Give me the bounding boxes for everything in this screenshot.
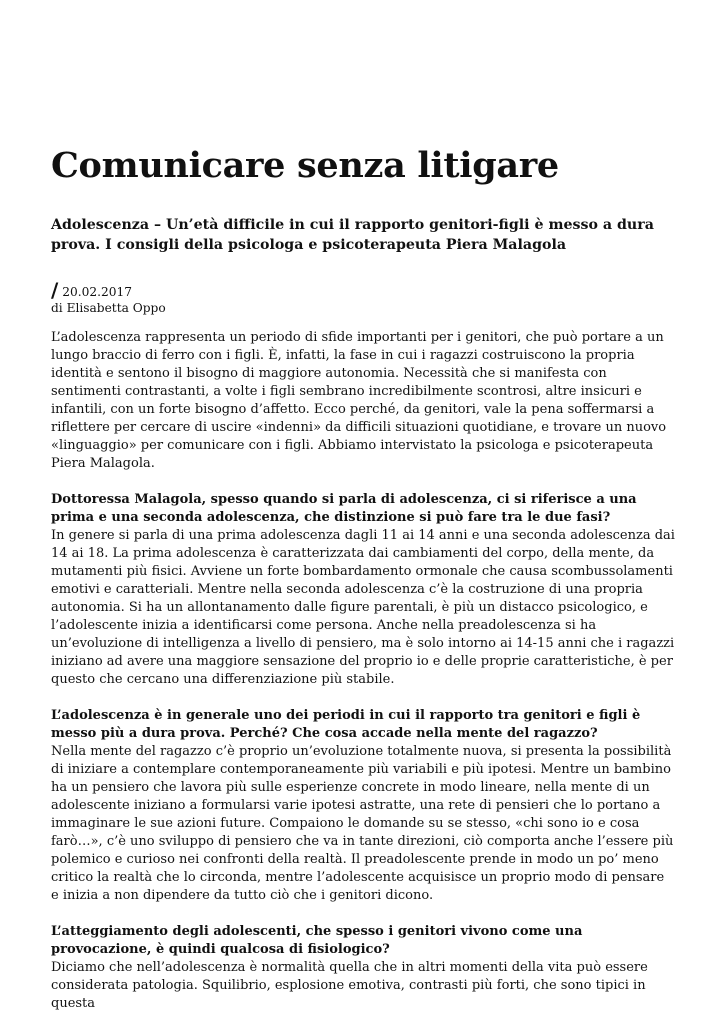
interview-answer: Diciamo che nell’adolescenza è normalità quella che in altri momenti della vita può essere considerata patologia. Squilibrio, esplosione emotiva, contrasti più forti, che sono tipici in questa bbox=[51, 960, 648, 1011]
article-author: di Elisabetta Oppo bbox=[51, 301, 166, 315]
article bbox=[51, 140, 676, 1031]
interview-question: L’atteggiamento degli adolescenti, che spesso i genitori vivono come una provocazione, è quindi qualcosa di fisiologico? bbox=[51, 924, 583, 957]
qa-block bbox=[51, 923, 676, 1013]
qa-block bbox=[51, 491, 676, 689]
interview-question: Dottoressa Malagola, spesso quando si parla di adolescenza, ci si riferisce a una prima e una seconda adolescenza, che distinzione si può fare tra le due fasi? bbox=[51, 492, 637, 525]
article-body bbox=[51, 329, 676, 1013]
date-separator: / bbox=[51, 278, 59, 302]
article-meta bbox=[51, 278, 676, 316]
article-date: 20.02.2017 bbox=[62, 285, 132, 299]
intro-paragraph: L’adolescenza rappresenta un periodo di sfide importanti per i genitori, che può portare a un lungo braccio di ferro con i figli. È, infatti, la fase in cui i ragazzi costruiscono la propria identità e sentono il bisogno di maggiore autonomia. Necessità che si manifesta con sentimenti contrastanti, a volte i figli sembrano incredibilmente scontrosi, altre insicuri e infantili, con un forte bisogno d’affetto. Ecco perché, da genitori, vale la pena soffermarsi a riflettere per cercare di uscire «indenni» da difficili situazioni quotidiane, e trovare un nuovo «linguaggio» per comunicare con i figli. Abbiamo intervistato la psicologa e psicoterapeuta Piera Malagola. bbox=[51, 330, 667, 471]
qa-block bbox=[51, 707, 676, 905]
article-title: Comunicare senza litigare bbox=[51, 145, 559, 186]
interview-answer: Nella mente del ragazzo c’è proprio un’evoluzione totalmente nuova, si presenta la possibilità di iniziare a contemplare contemporaneamente più variabili e più ipotesi. Mentre un bambino ha un pensiero che lavora più sulle esperienze concrete in modo lineare, nella mente di un adolescente iniziano a formularsi varie ipotesi astratte, una rete di pensieri che lo portano a immaginare le sue azioni future. Compaiono le domande su se stesso, «chi sono io e cosa farò…», c’è uno sviluppo di pensiero che va in tante direzioni, ciò comporta anche l’essere più polemico e curioso nei confronti della realtà. Il preadolescente prende in modo un po’ meno critico la realtà che lo circonda, mentre l’adolescente acquisisce un proprio modo di pensare e inizia a non dipendere da tutto ciò che i genitori dicono. bbox=[51, 744, 674, 903]
interview-answer: In genere si parla di una prima adolescenza dagli 11 ai 14 anni e una seconda adolescenza dai 14 ai 18. La prima adolescenza è caratterizzata dai cambiamenti del corpo, della mente, da mutamenti più fisici. Avviene un forte bombardamento ormonale che causa scombussolamenti emotivi e caratteriali. Mentre nella seconda adolescenza c’è la costruzione di una propria autonomia. Si ha un allontanamento dalle figure parentali, è più un distacco psicologico, e l’adolescente inizia a identificarsi come persona. Anche nella preadolescenza si ha un’evoluzione di intelligenza a livello di pensiero, ma è solo intorno ai 14-15 anni che i ragazzi iniziano ad avere una maggiore sensazione del proprio io e delle proprie caratteristiche, è per questo che cercano una differenziazione più stabile. bbox=[51, 528, 675, 687]
interview-question: L’adolescenza è in generale uno dei periodi in cui il rapporto tra genitori e figli è messo più a dura prova. Perché? Che cosa accade nella mente del ragazzo? bbox=[51, 708, 641, 741]
article-subtitle: Adolescenza – Un’età difficile in cui il rapporto genitori-figli è messo a dura prova. I consigli della psicologa e psicoterapeuta Piera Malagola bbox=[51, 217, 654, 253]
